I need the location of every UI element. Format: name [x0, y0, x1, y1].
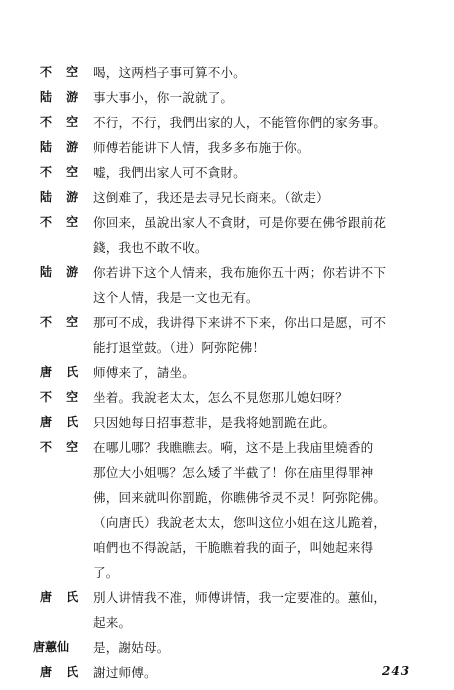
speaker-name: 陆 游 — [40, 90, 84, 104]
script-line — [0, 410, 454, 435]
speaker-name: 不 空 — [40, 215, 84, 229]
dialogue-text: 你回来，虽說出家人不貪財，可是你要在佛爷跟前花 — [93, 215, 387, 230]
dialogue-text: 喝，这两档子事可算不小。 — [93, 65, 246, 80]
speaker-name: 陆 游 — [40, 140, 84, 154]
script-line — [0, 560, 454, 585]
script-line — [0, 85, 454, 110]
dialogue-text: 那可不成，我讲得下来讲不下来，你出口是愿，可不 — [93, 315, 387, 330]
script-line — [0, 510, 454, 535]
script-line — [0, 310, 454, 335]
script-line — [0, 460, 454, 485]
dialogue-text: 那位大小姐嗎？怎么矮了半截了！你在庙里得罪神 — [93, 465, 374, 480]
script-line — [0, 435, 454, 460]
dialogue-text: （向唐氏）我說老太太，您叫这位小姐在这儿跪着， — [93, 515, 387, 530]
script-line — [0, 610, 454, 635]
script-line — [0, 385, 454, 410]
script-line — [0, 335, 454, 360]
dialogue-text: 事大事小，你一說就了。 — [93, 90, 234, 105]
page-number: 243 — [382, 664, 411, 678]
dialogue-text: 你若讲下这个人情来，我布施你五十两；你若讲不下 — [93, 265, 387, 280]
script-line — [0, 585, 454, 610]
dialogue-text: 嘘，我們出家人可不貪財。 — [93, 165, 246, 180]
dialogue-text: 师傅若能讲下人情，我多多布施于你。 — [93, 140, 310, 155]
dialogue-text: 能打退堂鼓。（进）阿弥陀佛！ — [93, 340, 266, 355]
speaker-name: 唐 氏 — [40, 590, 84, 604]
speaker-name: 唐 氏 — [40, 665, 84, 679]
speaker-name: 不 空 — [40, 65, 84, 79]
dialogue-text: 只因她每日招事惹非，是我将她罰跪在此。 — [93, 415, 336, 430]
script-line — [0, 110, 454, 135]
dialogue-text: 謝过师傅。 — [93, 665, 157, 680]
script-line — [0, 535, 454, 560]
dialogue-text: 坐着。我說老太太，怎么不見您那儿媳妇呀？ — [93, 390, 348, 405]
dialogue-text: 了。 — [93, 565, 119, 580]
speaker-name: 陆 游 — [40, 265, 84, 279]
speaker-name: 唐 氏 — [40, 365, 84, 379]
dialogue-text: 这倒难了，我还是去寻兄长商来。（欲走） — [93, 190, 329, 205]
script-line — [0, 360, 454, 385]
dialogue-text: 咱們也不得說話，干脆瞧着我的面子，叫她起来得 — [93, 540, 374, 555]
script-line — [0, 135, 454, 160]
dialogue-text: 錢，我也不敢不收。 — [93, 240, 208, 255]
dialogue-text: 是，謝姑母。 — [93, 640, 170, 655]
script-line — [0, 485, 454, 510]
script-line — [0, 160, 454, 185]
speaker-name: 唐蕙仙 — [33, 640, 70, 654]
speaker-name: 不 空 — [40, 165, 84, 179]
speaker-name: 不 空 — [40, 440, 84, 454]
dialogue-text: 起来。 — [93, 615, 132, 630]
dialogue-text: 师傅来了，請坐。 — [93, 365, 195, 380]
speaker-name: 陆 游 — [40, 190, 84, 204]
script-line — [0, 60, 454, 85]
script-line — [0, 210, 454, 235]
dialogue-text: 別人讲情我不准，师傅讲情，我一定要准的。蕙仙， — [93, 590, 387, 605]
script-line — [0, 235, 454, 260]
dialogue-text: 这个人情，我是一文也无有。 — [93, 290, 259, 305]
script-line — [0, 185, 454, 210]
speaker-name: 唐 氏 — [40, 415, 84, 429]
script-line — [0, 260, 454, 285]
dialogue-text: 佛，回来就叫你罰跪，你瞧佛爷灵不灵！阿弥陀佛。 — [93, 490, 387, 505]
dialogue-text: 不行，不行，我們出家的人，不能管你們的家务事。 — [93, 115, 387, 130]
script-line — [0, 285, 454, 310]
speaker-name: 不 空 — [40, 390, 84, 404]
dialogue-text: 在哪儿哪？我瞧瞧去。嗬，这不是上我庙里燒香的 — [93, 440, 374, 455]
script-line — [0, 635, 454, 660]
speaker-name: 不 空 — [40, 115, 84, 129]
script-lines — [0, 60, 454, 685]
speaker-name: 不 空 — [40, 315, 84, 329]
